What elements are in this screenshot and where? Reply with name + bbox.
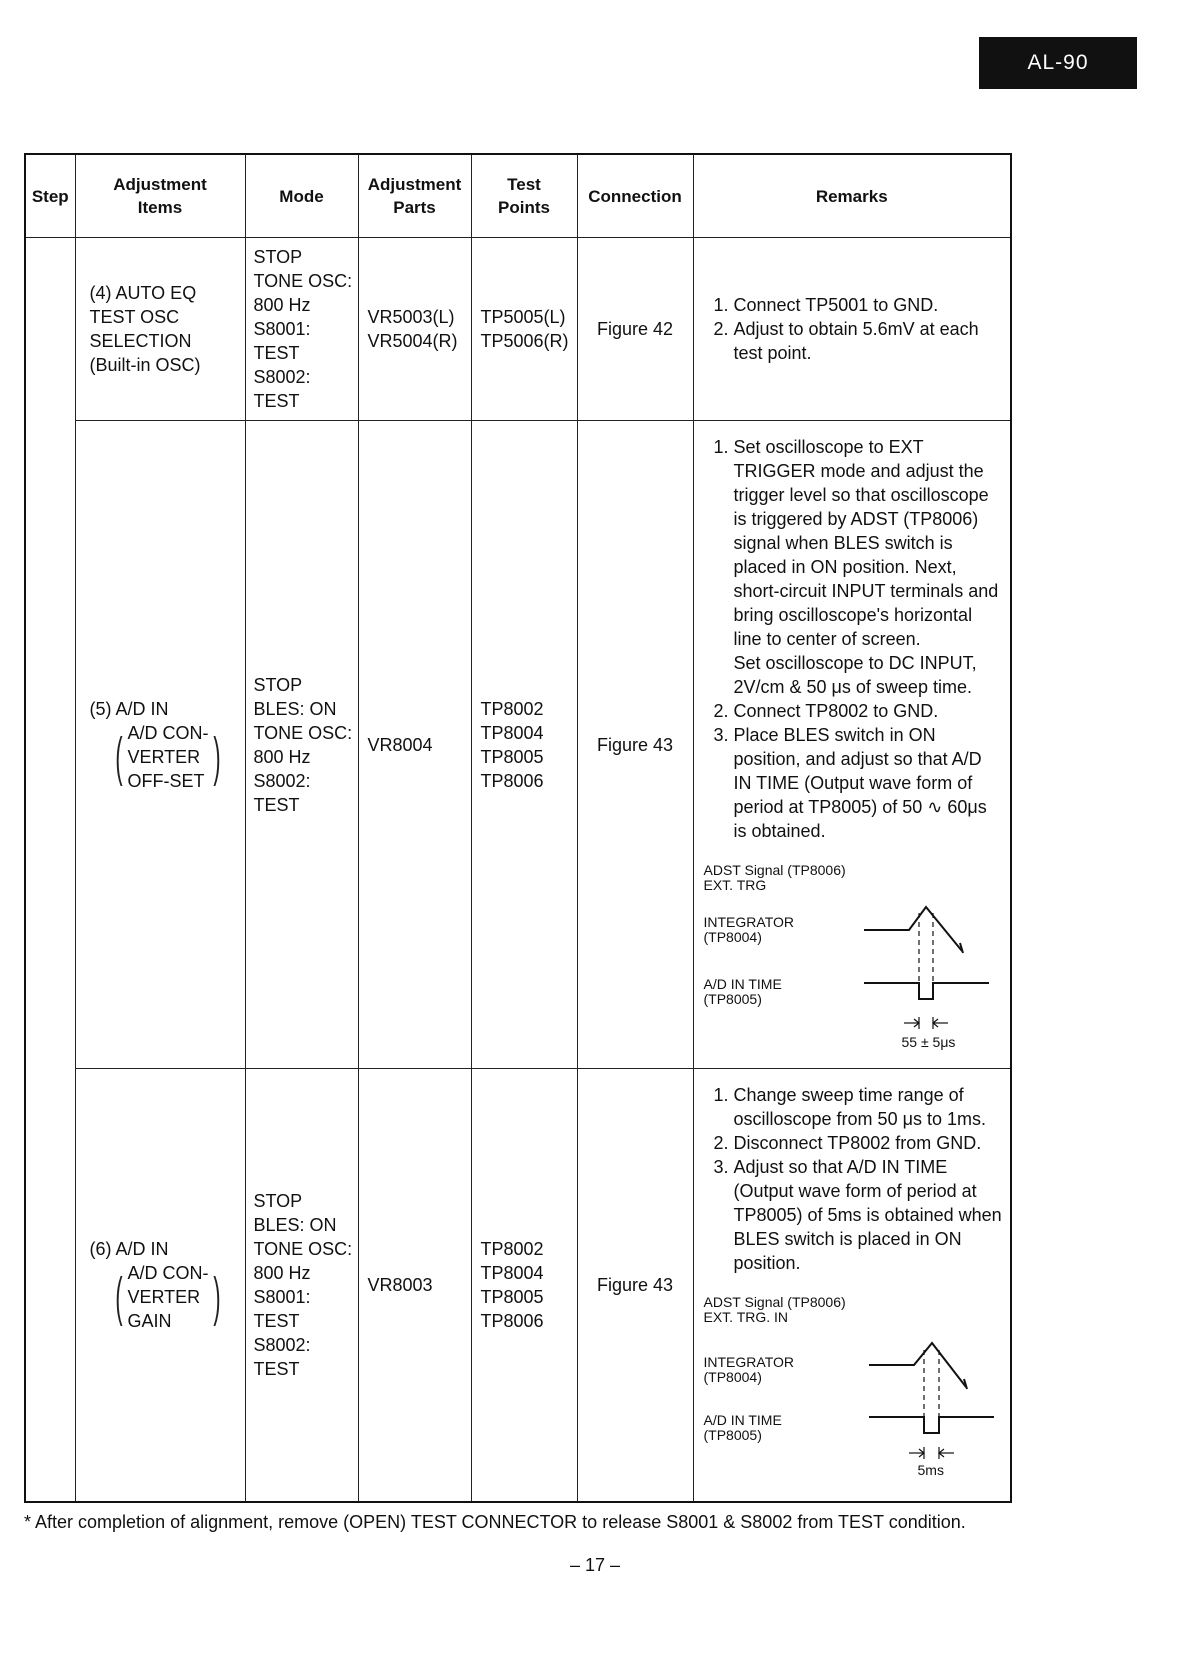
row5-items [75,421,245,1069]
row4-parts: VR5003(L) VR5004(R) [358,238,471,421]
waveform-diagram [704,863,1003,1053]
timing-dimension: 5ms [917,1462,944,1478]
step-column [25,238,75,1502]
list-item: 1. Change sweep time range of oscilloscope from 50 μs to 1ms. [734,1083,1003,1131]
integrator-label: INTEGRATOR (TP8004) [703,914,794,945]
adst-label: ADST Signal (TP8006) EXT. TRG [703,862,846,893]
row4-connection: Figure 42 [577,238,693,421]
list-item: 2. Disconnect TP8002 from GND. [734,1131,1003,1155]
adjustment-table [24,153,1012,1503]
timing-dimension: 55 ± 5μs [901,1034,956,1050]
waveform-graph [704,863,1004,1053]
header-connection: Connection [577,154,693,238]
list-item: 2. Connect TP8002 to GND. [734,699,1003,723]
row6-item-sub-text: A/D CON- VERTER GAIN [127,1262,209,1331]
adin-label: A/D IN TIME (TP8005) [703,1412,782,1443]
brace-left: ( [114,1266,123,1327]
brace-right: ) [213,726,222,787]
header-mode: Mode [245,154,358,238]
brace-left: ( [114,726,123,787]
table-row [25,421,1011,1069]
header-remarks: Remarks [693,154,1011,238]
list-item: 2. Adjust to obtain 5.6mV at each test point. [734,317,1003,365]
row6-remarks [693,1069,1011,1502]
adin-label: A/D IN TIME (TP8005) [703,976,782,1007]
header-test-points: Test Points [471,154,577,238]
header-row [25,154,1011,238]
list-item: 3. Place BLES switch in ON position, and adjust so that A/D IN TIME (Output wave form of period at TP8005) of 50 ∿ 60μs is obtained. [734,723,1003,843]
page-number: – 17 – [569,1555,621,1575]
row4-remarks [693,238,1011,421]
header-items: Adjustment Items [75,154,245,238]
row4-test-points: TP5005(L) TP5006(R) [471,238,577,421]
row5-remarks [693,421,1011,1069]
adst-label: ADST Signal (TP8006) EXT. TRG. IN [703,1294,846,1325]
row6-item-sub [110,1261,245,1333]
row6-item-title: (6) A/D IN [89,1238,169,1259]
row6-connection: Figure 43 [577,1069,693,1502]
row5-test-points: TP8002 TP8004 TP8005 TP8006 [471,421,577,1069]
brace-right: ) [213,1266,222,1327]
row4-mode: STOP TONE OSC: 800 Hz S8001: TEST S8002: TEST [245,238,358,421]
row6-parts: VR8003 [358,1069,471,1502]
row5-item-sub-text: A/D CON- VERTER OFF-SET [127,722,209,791]
row6-test-points: TP8002 TP8004 TP8005 TP8006 [471,1069,577,1502]
header-step: Step [25,154,75,238]
waveform-graph [704,1295,1004,1485]
row5-connection: Figure 43 [577,421,693,1069]
table-row [25,238,1011,421]
row5-item-sub [110,721,245,793]
row5-mode: STOP BLES: ON TONE OSC: 800 Hz S8002: TEST [245,421,358,1069]
table-row [25,1069,1011,1502]
list-item: 3. Adjust so that A/D IN TIME (Output wave form of period at TP8005) of 5ms is obtained when BLES switch is placed in ON position. [734,1155,1003,1275]
waveform-diagram [704,1295,1003,1485]
list-item: 1. Set oscilloscope to EXT TRIGGER mode and adjust the trigger level so that oscilloscope is triggered by ADST (TP8006) signal when BLES switch is placed in ON position. Next, short-circuit INPUT terminals and bring oscilloscope's horizontal line to center of screen. Set oscilloscope to DC INPUT, 2V/cm & 50 μs of sweep time. [734,435,1003,699]
list-item: 1. Connect TP5001 to GND. [734,293,1003,317]
integrator-label: INTEGRATOR (TP8004) [703,1354,794,1385]
row6-items [75,1069,245,1502]
header-parts: Adjustment Parts [358,154,471,238]
row5-parts: VR8004 [358,421,471,1069]
model-badge: AL-90 [979,37,1137,89]
footnote: * After completion of alignment, remove (OPEN) TEST CONNECTOR to release S8001 & S8002 from TEST condition. [24,1512,966,1532]
row5-item-title: (5) A/D IN [89,698,169,719]
row4-items: (4) AUTO EQ TEST OSC SELECTION (Built-in OSC) [75,238,245,421]
row6-mode: STOP BLES: ON TONE OSC: 800 Hz S8001: TEST S8002: TEST [245,1069,358,1502]
